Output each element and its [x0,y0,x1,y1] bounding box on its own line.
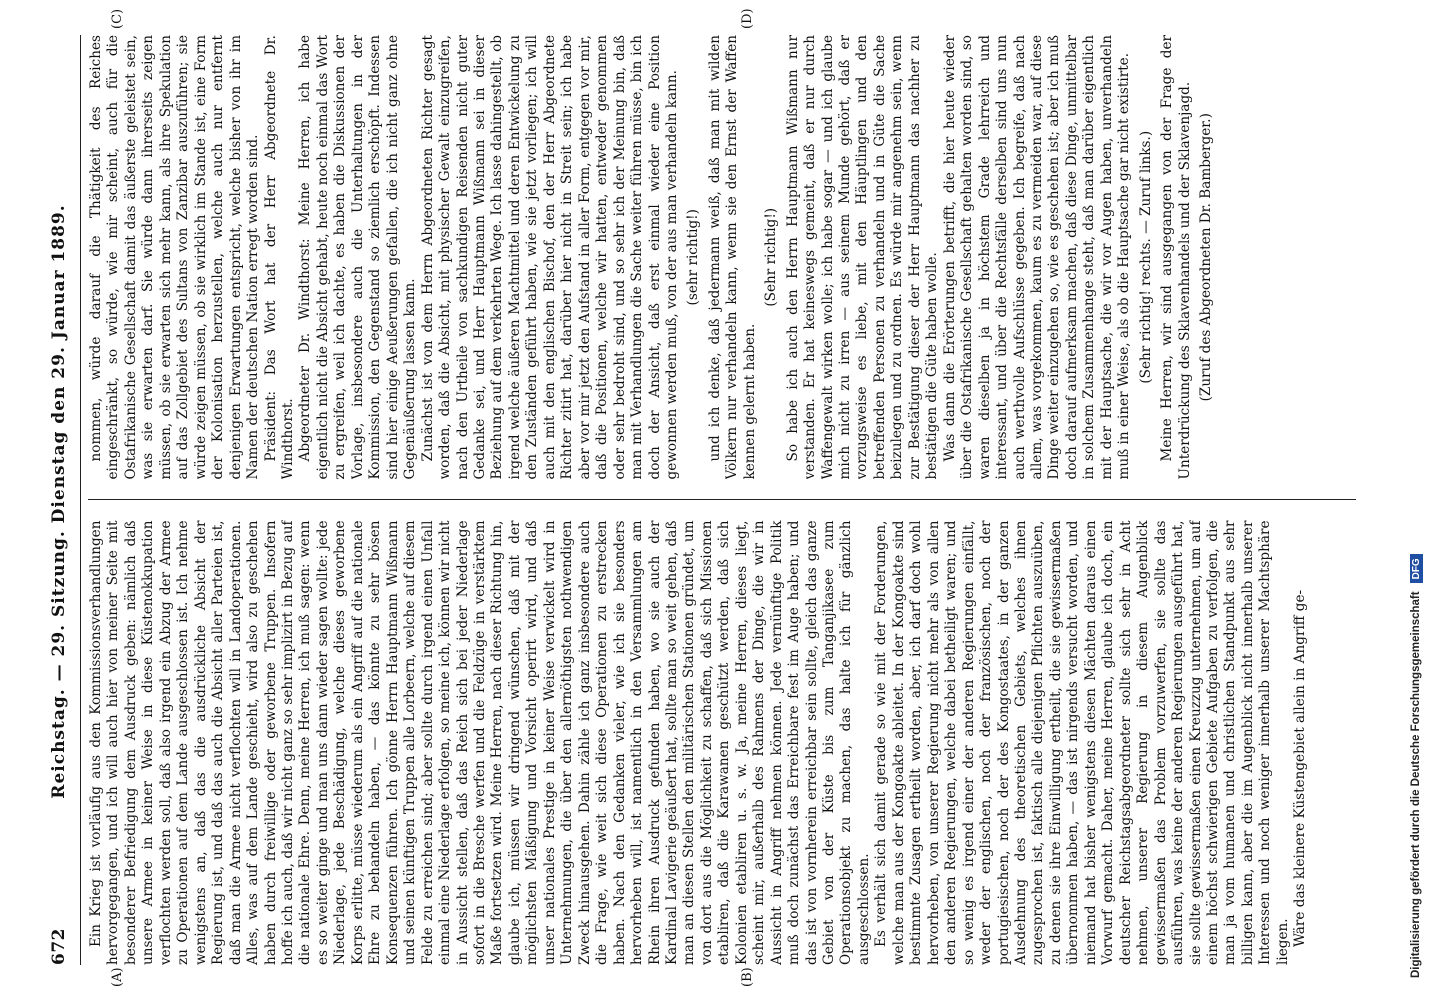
header-rule [80,35,81,965]
paragraph-president: Präsident: Das Wort hat der Herr Abgeordnete Dr. Windthorst. [262,35,296,480]
paragraph: Es verhält sich damit gerade so wie mit der Forderungen, welche man aus der Kongoakte ableitet. In der Kongoakte sind bestimmte Zusagen ertheilt worden, aber, ich darf doch wohl hervorheben, von unserer Regierung nicht mehr als von allen den anderen Regierungen, welche dabei betheiligt waren; und so wenig es irgend einer der anderen Regierungen einfällt, weder der englischen, noch der französischen, noch der portugiesischen, noch der des Kongostaates, in der ganzen Ausdehnung des theoretischen Gebiets, welches ihnen zugesprochen ist, faktisch alle diejenigen Pflichten auszuüben, zu denen sie ihre Einwilligung ertheilt, die sie gewissermaßen übernommen haben, — das ist nirgends versucht worden, und niemand hat bisher wenigstens diesen Mächten daraus einen Vorwurf gemacht. Daher, meine Herren, glaube ich doch, ein deutscher Reichstagsabgeordneter sollte sich sehr in Acht nehmen, unserer Regierung in diesem Augenblick gewissermaßen das Problem vorzuwerfen, sie sollte das ausführen, was keine der anderen Regierungen ausgeführt hat, sie sollte gewissermaßen einen Kreuzzug unternehmen, um auf einem höchst schwierigen Gebiete Aufgaben zu verfolgen, die man ja vom humanen und christlichen Standpunkt aus sehr billigen kann, aber die im Augenblick nicht innerhalb unserer Interessen und noch weniger innerhalb unserer Machtsphäre liegen. [873,520,1291,965]
interjection: (Sehr richtig! rechts. — Zuruf links.) [1137,130,1154,384]
digitization-footer [1404,18,1428,978]
rotated-page-content [40,8,1420,987]
margin-marker-c: (C) [110,8,125,29]
interjection: (sehr richtig!) [685,209,702,306]
paragraph: Ein Krieg ist vorläufig aus den Kommissionsverhandlungen hervorgegangen, und ich will auch hier von meiner Seite mit besonderer Befriedigung dem Ausdruck geben: nämlich daß unsere Armee in keiner Weise in diese Küstenokkupation verflochten werden soll, daß also irgend ein Abzug der Armee zu Operationen auf dem Lande ausgeschlossen ist. Ich nehme wenigstens an, daß das die ausdrückliche Absicht der Regierung ist, und daß das auch die Absicht aller Parteien ist, daß man die Armee nicht verflochten will in Landoperationen. Alles, was auf dem Lande geschieht, wird also zu geschehen haben durch freiwillige oder geworbene Truppen. Insofern hoffe ich auch, daß wir nicht ganz so sehr implizirt in Bezug auf die nationale Ehre. Denn, meine Herren, ich muß sagen: wenn es so weiter ginge und man uns dann wieder sagen wollte: jede Niederlage, jede Beschädigung, welche dieses geworbene Korps erlitte, müsse wiederum als ein Angriff auf die nationale Ehre zu behandeln haben, — das könnte zu sehr bösen Konsequenzen führen. Ich gönne Herrn Hauptmann Wißmann und seinen künftigen Truppen alle Lorbeern, welche auf diesem Felde zu erreichen sind; aber sollte durch irgend einen Unfall einmal eine Niederlage erfolgen, so meine ich, können wir nicht in Aussicht stellen, daß das Reich sich bei jeder Niederlage sofort in die Bresche werfen und die Feldzüge in verstärktem Maße fortsetzen wird. Meine Herren, nach dieser Richtung hin, glaube ich, müssen wir dringend wünschen, daß mit der möglichsten Mäßigung und Vorsicht operirt wird, und daß unser nationales Prestige in keiner Weise verwickelt wird in Unternehmungen, die über den allernöthigsten nothwendigen Zweck hinausgehen. Dahin zähle ich ganz insbesondere auch die Frage, wie weit sich diese Operationen zu erstrecken haben. Nach den Gedanken vieler, wie ich sie besonders hervorheben will, ist namentlich in den Versammlungen am Rhein ihren Ausdruck gefunden haben, wo sie auch der Kardinal Lavigerie geäußert hat, sollte man so weit gehen, daß man an diesen Stellen den militärischen Stationen gründet, um von dort aus die Möglichkeit zu schaffen, daß sich Missionen etabliren, daß die Karawanen geschützt werden, daß sich Kolonien etabliren u. s. w. Ja, meine Herren, dieses liegt, scheint mir, außerhalb des Rahmens der Dinge, die wir in Aussicht in Angriff nehmen können. Jede vernünftige Politik muß doch zunächst das Erreichbare fest im Auge haben; und das ist von vornherein erreichbar sein sollte, gleich das ganze Gebiet von der Küste bis zum Tanganjikasee zum Operationsobjekt zu machen, das halte ich für gänzlich ausgeschlossen. [88,520,872,965]
paragraph: nommen, würde darauf die Thätigkeit des Reiches eingeschränkt, so würde, wie mir scheint, auch für die Ostafrikanische Gesellschaft damit das äußerste geleistet sein, was sie erwarten darf. Sie würde dann ihrerseits zeigen müssen, ob sie erwarten sich mehr kann, als ihre Spekulation auf das Zollgebiet des Sultans von Zanzibar auszuführen; sie würde zeigen müssen, ob sie wirklich im Stande ist, eine Form der Kolonisation herzustellen, welche auch nur entfernt denjenigen Erwartungen entspricht, welche bisher von ihr im Namen der deutschen Nation erregt worden sind. [88,35,262,480]
page-header [40,35,78,965]
interjection: (Sehr richtig!) [763,207,780,307]
digitization-credit: Digitalisierung gefördert durch die Deutsche Forschungsgemeinschaft [1410,591,1422,978]
dfg-logo: DFG [1410,554,1423,583]
margin-marker-a: (A) [110,967,125,987]
session-title: Reichstag. — 29. Sitzung. Dienstag den 29. Januar 1889. [49,204,69,799]
paragraph: Zunächst ist von dem Herrn Abgeordneten Richter gesagt worden, daß die Absicht, mit physischer Gewalt einzugreifen, nach den Urtheile von sachkundigen Reisenden nicht guter Gedanke sei, und Herr Hauptmann Wißmann sei in dieser Beziehung auf dem verkehrten Wege. Ich lasse dahingestellt, ob irgend welche äußeren Machtmittel und deren Entwickelung zu den Zuständen geführt haben, wie sie jetzt vorliegen; ich will auch mit den englischen Bischof, den der Herr Abgeordnete Richter zitirt hat, darüber hier nicht in Streit sein; ich habe aber vor mir jetzt den Aufstand in aller Form, entgegen vor mir, daß die Positionen, welche wir hatten, entweder genommen oder sehr bedroht sind, und so sehr ich der Meinung bin, daß man mit Verhandlungen die Sache weiter führen müsse, bin ich doch der Ansicht, daß erst einmal wieder eine Position gewonnen werden muß, von der aus man verhandeln kann. [419,35,680,480]
margin-marker-b: (B) [740,967,755,987]
paragraph-speech: Abgeordneter Dr. Windthorst: Meine Herren, ich habe eigentlich nicht die Absicht gehabt, heute noch einmal das Wort zu ergreifen, weil ich dachte, es haben die Diskussionen der Vorlage, insbesondere auch die Unterhaltungen in der Kommission, den Gegenstand so ziemlich erschöpft. Indessen sind hier einige Aeußerungen gefallen, die ich nicht ganz ohne Gegenäußerung lassen kann. [297,35,419,480]
text-columns [88,35,1356,965]
paragraph: Meine Herren, wir sind ausgegangen von der Frage der Unterdrückung des Sklavenhandels und der Sklavenjagd. [1159,35,1193,480]
margin-marker-d: (D) [740,8,755,29]
left-column [88,521,1356,966]
column-divider [88,500,1356,501]
right-column [88,35,1356,480]
paragraph: Wäre das kleinere Küstengebiet allein in Angriff ge- [1292,589,1309,947]
paragraph: Was dann die Erörterungen betrifft, die hier heute wieder über die Ostafrikanische Gesellschaft gehalten worden sind, so waren dieselben ja in höchstem Grade lehrreich und interessant, und über die Rechtsfälle derselben sind uns nun auch werthvolle Aufschlüsse gegeben. Ich begreife, daß nach allem, was vorgekommen, kaum es zu vermeiden war, auf diese Dinge weiter einzugehen so, wie es geschehen ist; aber ich muß doch darauf aufmerksam machen, daß diese Dinge, unmittelbar in solchem Zusammenhange steht, daß man darüber eigentlich mit der Hauptsache, die wir vor Augen haben, unverhandeln muß in einer Weise, als ob die Hauptsache gar nicht existirte. [941,35,1133,480]
footer-text-wrapper [1404,18,1428,978]
paragraph: und ich denke, daß jedermann weiß, daß man mit wilden Völkern nur verhandeln kann, wenn sie den Ernst der Waffen kennen gelernt haben. [706,35,758,480]
paragraph: So habe ich auch den Herrn Hauptmann Wißmann nur verstanden. Er hat keineswegs gemeint, daß er nur durch Waffengewalt wirken wolle; ich habe sogar — und ich glaube mich nicht zu irren — aus seinem Munde gehört, daß er vorzugsweise es liebe, mit den Häuptlingen und den betreffenden Personen zu verhandeln und in Güte die Sache beizulegen und zu ordnen. Es würde mir angenehm sein, wenn zur Bestätigung dieser der Herr Hauptmann das nachher zu bestätigen die Güte haben wolle. [784,35,941,480]
interjection: (Zuruf des Abgeordneten Dr. Bamberger.) [1198,113,1215,402]
page-number: 672 [49,928,69,965]
